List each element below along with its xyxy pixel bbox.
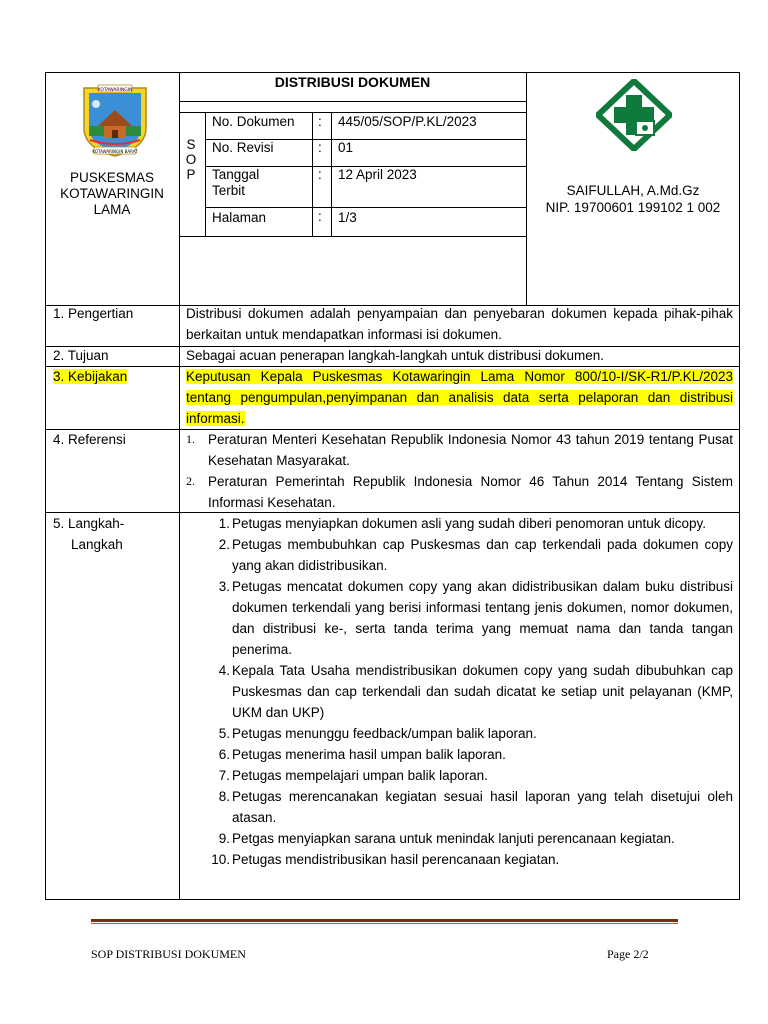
footer-page-number: Page 2/2 [607, 947, 649, 961]
referensi-item-text: Peraturan Menteri Kesehatan Republik Indonesia Nomor 43 tahun 2019 tentang Pusat Kesehatan Masyarakat. [208, 432, 733, 468]
step-item [186, 513, 733, 534]
step-number: 5. [218, 726, 230, 741]
step-number: 6. [218, 747, 230, 762]
section-text-tujuan: Sebagai acuan penerapan langkah-langkah untuk distribusi dokumen. [186, 348, 605, 363]
field-value-no-dokumen: 445/05/SOP/P.KL/2023 [338, 114, 477, 129]
field-label-no-dokumen: No. Dokumen [212, 114, 295, 129]
step-number: 7. [218, 768, 230, 783]
referensi-item [180, 471, 733, 513]
kebijakan-label-highlight: 3. Kebijakan [53, 369, 128, 384]
step-text: Petugas mencatat dokumen copy yang akan didistribusikan dalam buku distribusi dokumen terkendali yang berisi informasi tentang jenis dokumen, nomor dokumen, dan distribusi ke-, serta tanda terima yang memuat nama dan tanda tangan penerima. [232, 579, 733, 657]
regency-emblem-logo [76, 84, 154, 158]
field-label-tanggal-terbit: Tanggal Terbit [212, 167, 260, 198]
field-label-halaman: Halaman [212, 210, 267, 225]
org-name: PUSKESMAS KOTAWARINGIN LAMA [60, 170, 164, 217]
referensi-list [180, 429, 733, 513]
section-label-pengertian: 1. Pengertian [53, 306, 134, 321]
section-label-tujuan: 2. Tujuan [53, 348, 109, 363]
step-text: Petgas menyiapkan sarana untuk menindak lanjuti perencanaan kegiatan. [232, 831, 675, 846]
referensi-item-number: 2. [186, 474, 195, 488]
kebijakan-text-highlight: Keputusan Kepala Puskesmas Kotawaringin Lama Nomor 800/10-I/SK-R1/P.KL/2023 tentang pengumpulan,penyimpanan dan analisis data serta pelaporan dan distribusi informasi. [186, 369, 733, 426]
step-item [186, 660, 733, 723]
step-text: Petugas menyiapkan dokumen asli yang sudah diberi penomoran untuk dicopy. [232, 516, 707, 531]
referensi-item-text: Peraturan Pemerintah Republik Indonesia Nomor 46 Tahun 2014 Tentang Sistem Informasi Kesehatan. [208, 474, 733, 510]
field-sep: : [318, 114, 322, 129]
referensi-item [180, 429, 733, 471]
step-number: 1. [218, 516, 230, 531]
step-number: 3. [218, 579, 230, 594]
field-sep: : [318, 140, 322, 155]
section-label-referensi: 4. Referensi [53, 432, 126, 447]
sop-letter-o: O [185, 152, 197, 167]
sop-letter-s: S [186, 137, 196, 152]
langkah-steps-list [186, 513, 733, 870]
section-label-langkah-line2: Langkah [71, 537, 123, 552]
section-label-kebijakan [53, 366, 127, 387]
field-value-no-revisi: 01 [338, 140, 354, 155]
step-item [186, 576, 733, 660]
field-sep: : [318, 209, 322, 224]
footer-rule-light [91, 923, 678, 924]
section-text-pengertian: Distribusi dokumen adalah penyampaian dan penyebaran dokumen kepada pihak-pihak berkaitan untuk mendapatkan informasi isi dokumen. [186, 306, 733, 342]
step-text: Kepala Tata Usaha mendistribusikan dokumen copy yang sudah dibubuhkan cap Puskesmas dan cap terkendali dan sudah dicatat ke setiap unit pelayanan (KMP, UKM dan UKP) [232, 663, 733, 720]
step-item [186, 849, 733, 870]
emblem-ribbon-top-text: KOTAWARINGIN [97, 87, 133, 93]
step-text: Petugas merencanakan kegiatan sesuai hasil laporan yang telah disetujui oleh atasan. [232, 789, 733, 825]
field-sep: : [318, 167, 322, 182]
step-number: 10. [211, 852, 230, 867]
section-label-langkah-line1: 5. Langkah- [53, 516, 125, 531]
step-text: Petugas menerima hasil umpan balik laporan. [232, 747, 506, 762]
signer-nip: NIP. 19700601 199102 1 002 [545, 200, 721, 215]
sop-letter-p: P [186, 167, 196, 182]
step-text: Petugas mendistribusikan hasil perencanaan kegiatan. [232, 852, 560, 867]
signer-name: SAIFULLAH, A.Md.Gz [566, 183, 700, 198]
step-item [186, 765, 733, 786]
section-text-kebijakan [186, 366, 733, 429]
step-text: Petugas menunggu feedback/umpan balik laporan. [232, 726, 537, 741]
emblem-ribbon-bottom-text: KOTAWARINGIN BARAT [92, 148, 138, 154]
document-title: DISTRIBUSI DOKUMEN [274, 74, 431, 90]
step-item [186, 534, 733, 576]
step-number: 2. [218, 537, 230, 552]
step-text: Petugas mempelajari umpan balik laporan. [232, 768, 488, 783]
footer-rule-dark [91, 919, 678, 922]
step-item [186, 786, 733, 828]
field-label-no-revisi: No. Revisi [212, 140, 274, 155]
step-item [186, 723, 733, 744]
field-value-halaman: 1/3 [338, 210, 357, 225]
step-number: 8. [218, 789, 230, 804]
step-number: 4. [218, 663, 230, 678]
field-value-tanggal-terbit: 12 April 2023 [338, 167, 417, 182]
step-number: 9. [218, 831, 230, 846]
referensi-item-number: 1. [186, 432, 195, 446]
step-item [186, 744, 733, 765]
step-text: Petugas membubuhkan cap Puskesmas dan cap terkendali pada dokumen copy yang akan didistribusikan. [232, 537, 733, 573]
footer-document-name: SOP DISTRIBUSI DOKUMEN [91, 947, 246, 961]
step-item [186, 828, 733, 849]
puskesmas-cross-logo [596, 79, 672, 151]
